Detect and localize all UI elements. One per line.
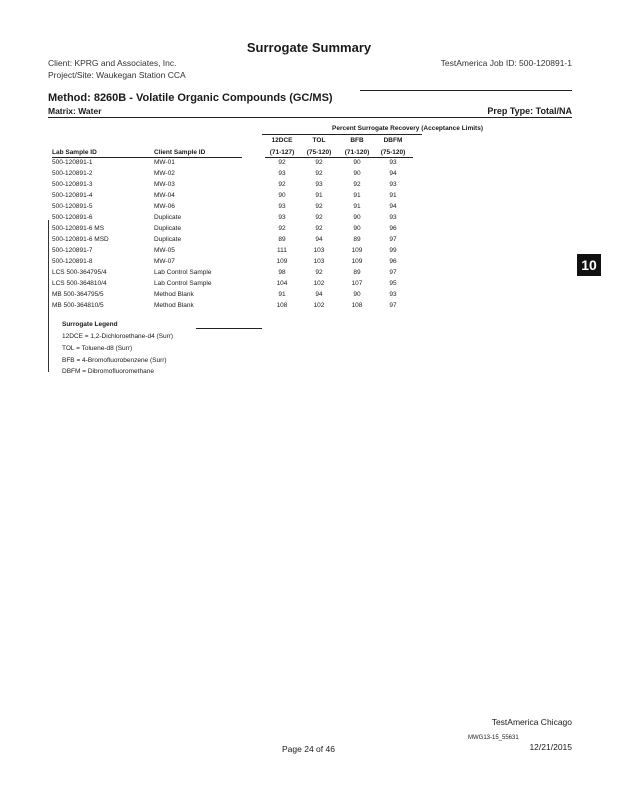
header-underline-ids [52, 157, 242, 158]
table-row [0, 258, 618, 269]
value-bfb: 90 [353, 159, 361, 166]
client-sample-id: Duplicate [154, 236, 182, 243]
header-rule [360, 90, 572, 91]
lab-sample-id: 500-120891-8 [52, 258, 93, 265]
lab-sample-id: 500-120891-6 [52, 214, 93, 221]
value-bfb: 109 [351, 258, 363, 265]
footer-date: 12/21/2015 [529, 742, 572, 752]
value-bfb: 107 [351, 280, 363, 287]
table-row [0, 291, 618, 302]
legend-item: 12DCE = 1,2-Dichloroethane-d4 (Surr) [62, 333, 174, 340]
value-12dce: 89 [278, 236, 286, 243]
value-tol: 103 [313, 247, 325, 254]
value-dbfm: 95 [389, 280, 397, 287]
value-12dce: 91 [278, 291, 286, 298]
job-id: TestAmerica Job ID: 500-120891-1 [440, 58, 572, 68]
value-bfb: 90 [353, 214, 361, 221]
lab-sample-id: 500-120891-2 [52, 170, 93, 177]
client-sample-id: Duplicate [154, 214, 182, 221]
value-dbfm: 96 [389, 258, 397, 265]
lim-bfb: (71-120) [344, 149, 370, 156]
table-row [0, 192, 618, 203]
value-tol: 92 [315, 225, 323, 232]
value-tol: 92 [315, 269, 323, 276]
table-row [0, 181, 618, 192]
table-row [0, 280, 618, 291]
value-dbfm: 97 [389, 269, 397, 276]
col-bfb: BFB [350, 137, 364, 144]
value-tol: 93 [315, 181, 323, 188]
value-tol: 103 [313, 258, 325, 265]
method-rule [48, 117, 572, 118]
lim-12dce: (71-127) [269, 149, 295, 156]
value-tol: 102 [313, 280, 325, 287]
value-bfb: 89 [353, 236, 361, 243]
value-dbfm: 97 [389, 302, 397, 309]
value-dbfm: 94 [389, 203, 397, 210]
lab-sample-id: 500-120891-6 MSD [52, 236, 109, 243]
legend-title: Surrogate Legend [62, 321, 118, 328]
value-dbfm: 91 [389, 192, 397, 199]
value-12dce: 109 [276, 258, 288, 265]
legend-item: BFB = 4-Bromofluorobenzene (Surr) [62, 357, 167, 364]
project-line: Project/Site: Waukegan Station CCA [48, 70, 186, 80]
prep-type: Prep Type: Total/NA [487, 106, 572, 116]
client-sample-id: MW-01 [154, 159, 175, 166]
table-row [0, 214, 618, 225]
group-rule [262, 134, 422, 135]
legend-item: TOL = Toluene-d8 (Surr) [62, 345, 133, 352]
lim-tol: (75-120) [306, 149, 332, 156]
table-row [0, 247, 618, 258]
lab-sample-id: 500-120891-1 [52, 159, 93, 166]
value-bfb: 92 [353, 181, 361, 188]
client-sample-id: Method Blank [154, 302, 194, 309]
value-bfb: 91 [353, 192, 361, 199]
value-bfb: 90 [353, 225, 361, 232]
footer-stamp: MWG13-15_55631 [468, 735, 519, 741]
client-sample-id: Lab Control Sample [154, 269, 212, 276]
surrogate-group-title: Percent Surrogate Recovery (Acceptance Limits) [332, 125, 483, 132]
client-sample-id: MW-06 [154, 203, 175, 210]
value-12dce: 93 [278, 170, 286, 177]
table-row [0, 302, 618, 313]
value-tol: 102 [313, 302, 325, 309]
value-tol: 92 [315, 159, 323, 166]
lab-sample-id: LCS 500-364810/4 [52, 280, 107, 287]
value-tol: 94 [315, 236, 323, 243]
lab-sample-id: MB 500-364795/5 [52, 291, 104, 298]
value-dbfm: 97 [389, 236, 397, 243]
lab-sample-id: MB 500-364810/5 [52, 302, 104, 309]
lab-sample-id: 500-120891-6 MS [52, 225, 105, 232]
lab-sample-id: LCS 500-364795/4 [52, 269, 107, 276]
footer-company: TestAmerica Chicago [491, 717, 572, 727]
value-dbfm: 99 [389, 247, 397, 254]
value-dbfm: 94 [389, 170, 397, 177]
col-12dce: 12DCE [271, 137, 293, 144]
lab-sample-id: 500-120891-3 [52, 181, 93, 188]
value-12dce: 93 [278, 214, 286, 221]
value-bfb: 108 [351, 302, 363, 309]
value-12dce: 92 [278, 225, 286, 232]
table-row [0, 225, 618, 236]
legend-rule [196, 328, 262, 329]
footer-page: Page 24 of 46 [282, 744, 335, 754]
table-row [0, 203, 618, 214]
col-lab-sample-id: Lab Sample ID [52, 149, 97, 156]
value-tol: 94 [315, 291, 323, 298]
col-client-sample-id: Client Sample ID [154, 149, 206, 156]
value-12dce: 90 [278, 192, 286, 199]
method-title: Method: 8260B - Volatile Organic Compounds (GC/MS) [48, 92, 333, 104]
col-tol: TOL [312, 137, 326, 144]
header-underline-values [265, 157, 413, 158]
lim-dbfm: (75-120) [380, 149, 406, 156]
value-bfb: 89 [353, 269, 361, 276]
client-sample-id: MW-04 [154, 192, 175, 199]
client-sample-id: MW-05 [154, 247, 175, 254]
value-12dce: 108 [276, 302, 288, 309]
table-row [0, 236, 618, 247]
value-12dce: 104 [276, 280, 288, 287]
table-row [0, 159, 618, 170]
table-row [0, 170, 618, 181]
matrix-label: Matrix: Water [48, 106, 102, 116]
lab-sample-id: 500-120891-4 [52, 192, 93, 199]
legend-item: DBFM = Dibromofluoromethane [62, 368, 154, 375]
page-title: Surrogate Summary [246, 40, 372, 55]
value-12dce: 111 [277, 247, 287, 254]
value-dbfm: 93 [389, 214, 397, 221]
value-dbfm: 96 [389, 225, 397, 232]
value-bfb: 90 [353, 170, 361, 177]
value-bfb: 91 [353, 203, 361, 210]
client-sample-id: MW-03 [154, 181, 175, 188]
value-tol: 91 [315, 192, 323, 199]
value-dbfm: 93 [389, 181, 397, 188]
value-tol: 92 [315, 170, 323, 177]
value-12dce: 93 [278, 203, 286, 210]
value-12dce: 98 [278, 269, 286, 276]
client-sample-id: Duplicate [154, 225, 182, 232]
lab-sample-id: 500-120891-7 [52, 247, 93, 254]
table-row [0, 269, 618, 280]
col-dbfm: DBFM [383, 137, 403, 144]
client-sample-id: MW-02 [154, 170, 175, 177]
value-dbfm: 93 [389, 291, 397, 298]
client-sample-id: Lab Control Sample [154, 280, 212, 287]
client-sample-id: Method Blank [154, 291, 194, 298]
client-line: Client: KPRG and Associates, Inc. [48, 58, 177, 68]
section-tab: 10 [577, 254, 601, 276]
lab-sample-id: 500-120891-5 [52, 203, 93, 210]
value-12dce: 92 [278, 181, 286, 188]
value-dbfm: 93 [389, 159, 397, 166]
client-sample-id: MW-07 [154, 258, 175, 265]
value-bfb: 109 [351, 247, 363, 254]
value-bfb: 90 [353, 291, 361, 298]
value-tol: 92 [315, 203, 323, 210]
value-tol: 92 [315, 214, 323, 221]
value-12dce: 92 [278, 159, 286, 166]
